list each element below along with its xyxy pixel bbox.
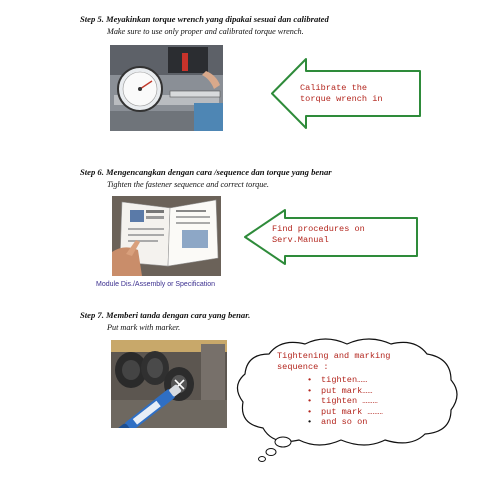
step-6-callout-arrow (243, 208, 419, 266)
cloud-heading-line-1: Tightening and marking (277, 351, 391, 361)
cloud-item-4: • put mark ……… (305, 407, 383, 418)
step-6-subtitle: Tighten the fastener sequence and correct torque. (107, 180, 269, 189)
cloud-item-2: • put mark…… (305, 386, 383, 397)
step-5-callout-line-2: torque wrench in (300, 94, 383, 104)
step-5-subtitle: Make sure to use only proper and calibrated torque wrench. (107, 27, 304, 36)
cloud-item-3: • tighten ……… (305, 396, 383, 407)
step-7-title: Step 7. Memberi tanda dengan cara yang benar. (80, 310, 251, 320)
cloud-heading-line-2: sequence : (277, 362, 329, 372)
step-6-caption: Module Dis./Assembly or Specification (96, 281, 216, 288)
marker-on-bolts-photo (111, 340, 227, 428)
step-6-callout-line-1: Find procedures on (272, 224, 365, 234)
cloud-item-5: • and so on (305, 417, 383, 428)
step-7-thought-cloud (229, 336, 467, 462)
service-manual-photo (112, 196, 221, 276)
step-5-callout-arrow (270, 57, 422, 130)
step-5-callout-line-1: Calibrate the (300, 83, 368, 93)
step-5-title: Step 5. Meyakinkan torque wrench yang dipakai sesuai dan calibrated (80, 14, 329, 24)
step-6-title: Step 6. Mengencangkan dengan cara /sequence dan torque yang benar (80, 167, 332, 177)
torque-wrench-calibration-photo (110, 45, 223, 131)
step-7-subtitle: Put mark with marker. (107, 323, 181, 332)
step-6-callout-line-2: Serv.Manual (272, 235, 329, 245)
cloud-sequence-list (305, 375, 383, 428)
cloud-item-1: • tighten…… (305, 375, 383, 386)
